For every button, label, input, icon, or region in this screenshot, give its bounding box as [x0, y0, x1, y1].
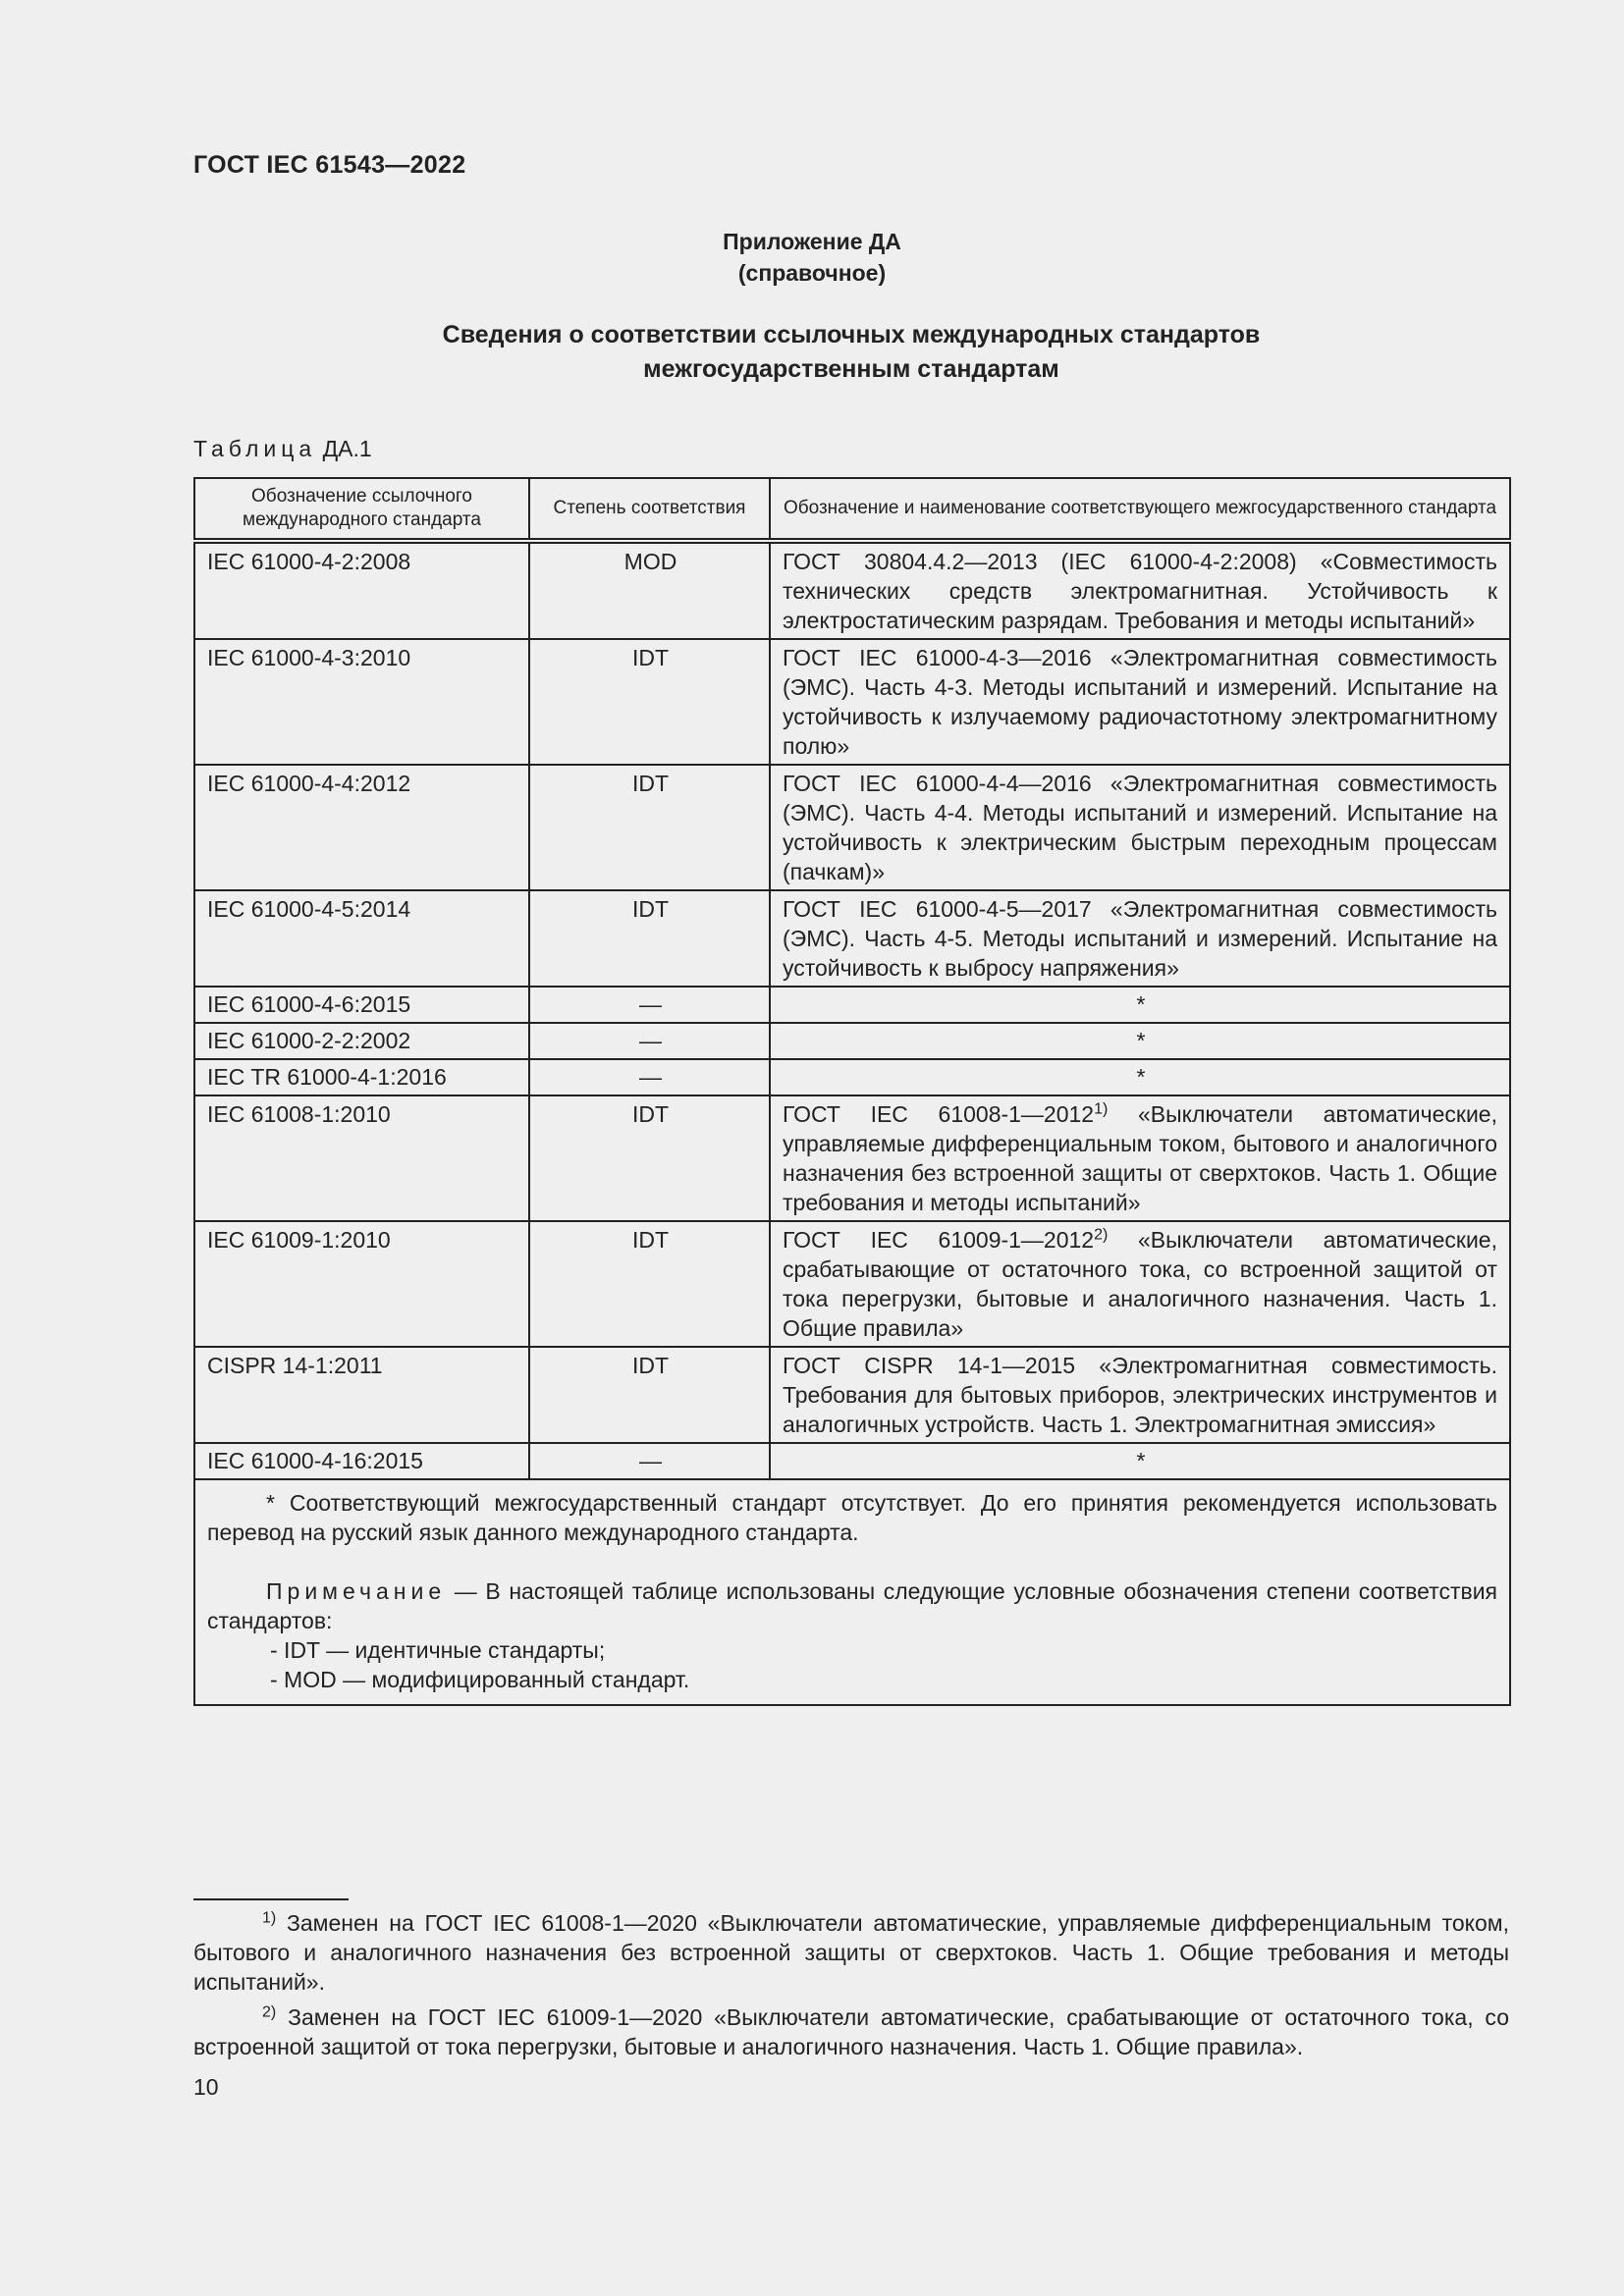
table-row	[194, 1443, 1510, 1479]
footnote-rule	[193, 1898, 349, 1900]
annex-heading-line2: межгосударственным стандартам	[643, 355, 1059, 383]
degree-cell: —	[529, 987, 770, 1023]
footnote-2-text: Заменен на ГОСТ IEC 61009-1—2020 «Выключатели автоматические, срабатывающие от остаточного тока, со встроенной защитой от тока перегрузки, бытовые и аналогичного назначения. Часть 1. Общие правила».	[193, 2004, 1509, 2059]
table-row	[194, 987, 1510, 1023]
intl-standard-cell: IEC 61000-4-4:2012	[194, 765, 529, 890]
footnote-ref-1: 1)	[1094, 1100, 1109, 1118]
footnote-1	[193, 1908, 1509, 1997]
note-item-idt: - IDT — идентичные стандарты;	[270, 1637, 606, 1663]
intl-standard-cell: IEC 61000-4-2:2008	[194, 541, 529, 639]
degree-cell: —	[529, 1023, 770, 1059]
description-cell: ГОСТ IEC 61000-4-3—2016 «Электромагнитная совместимость (ЭМС). Часть 4-3. Методы испытаний и измерений. Испытание на устойчивость к излучаемому радиочастотному электромагнитному полю»	[770, 639, 1510, 765]
header-intl-standard: Обозначение ссылочного международного стандарта	[194, 478, 529, 541]
table-row	[194, 639, 1510, 765]
document-code: ГОСТ IEC 61543—2022	[193, 151, 466, 179]
footnote-ref-2: 2)	[1094, 1226, 1109, 1244]
degree-cell: IDT	[529, 1347, 770, 1443]
table-row	[194, 1059, 1510, 1095]
table-notes	[194, 1479, 1510, 1705]
table-caption-number: ДА.1	[322, 436, 372, 461]
note-label: Примечание	[266, 1578, 447, 1604]
description-cell: *	[770, 987, 1510, 1023]
description-cell: ГОСТ 30804.4.2—2013 (IEC 61000-4-2:2008) «Совместимость технических средств электромагнитная. Устойчивость к электростатическим разрядам. Требования и методы испытаний»	[770, 541, 1510, 639]
footnote-2	[193, 2002, 1509, 2061]
description-cell: ГОСТ IEC 61000-4-4—2016 «Электромагнитная совместимость (ЭМС). Часть 4-4. Методы испытаний и измерений. Испытание на устойчивость к электрическим быстрым переходным процессам (пачкам)»	[770, 765, 1510, 890]
table-row	[194, 1347, 1510, 1443]
intl-standard-cell: IEC 61000-2-2:2002	[194, 1023, 529, 1059]
intl-standard-cell: CISPR 14-1:2011	[194, 1347, 529, 1443]
footnote-2-mark: 2)	[262, 2003, 277, 2021]
description-cell	[770, 1221, 1510, 1347]
table-note	[207, 1576, 1497, 1635]
header-interstate-standard: Обозначение и наименование соответствующего межгосударственного стандарта	[770, 478, 1510, 541]
table-row	[194, 1095, 1510, 1221]
table-caption-word: Таблица	[193, 436, 317, 461]
footnote-1-text: Заменен на ГОСТ IEC 61008-1—2020 «Выключатели автоматические, управляемые дифференциальным током, бытового и аналогичного назначения без встроенной защиты от сверхтоков. Часть 1. Общие требования и методы испытаний».	[193, 1910, 1509, 1995]
table-row	[194, 1221, 1510, 1347]
degree-cell: —	[529, 1443, 770, 1479]
footnote-1-mark: 1)	[262, 1909, 277, 1927]
annex-heading-line1: Сведения о соответствии ссылочных международных стандартов	[442, 321, 1261, 348]
description-cell: ГОСТ IEC 61000-4-5—2017 «Электромагнитная совместимость (ЭМС). Часть 4-5. Методы испытаний и измерений. Испытание на устойчивость к выбросу напряжения»	[770, 890, 1510, 987]
annex-title: Приложение ДА	[723, 229, 901, 254]
table-row	[194, 765, 1510, 890]
note-item-mod: - MOD — модифицированный стандарт.	[270, 1667, 690, 1692]
star-footnote: * Соответствующий межгосударственный стандарт отсутствует. До его принятия рекомендуется использовать перевод на русский язык данного международного стандарта.	[207, 1490, 1497, 1545]
degree-cell: MOD	[529, 541, 770, 639]
intl-standard-cell: IEC 61000-4-5:2014	[194, 890, 529, 987]
degree-cell: IDT	[529, 1095, 770, 1221]
table-row	[194, 890, 1510, 987]
degree-cell: —	[529, 1059, 770, 1095]
degree-cell: IDT	[529, 1221, 770, 1347]
correspondence-table	[193, 477, 1511, 1706]
intl-standard-cell: IEC 61000-4-3:2010	[194, 639, 529, 765]
header-degree: Степень соответствия	[529, 478, 770, 541]
annex-title-block	[0, 226, 1624, 289]
degree-cell: IDT	[529, 890, 770, 987]
description-rest: «Выключатели автоматические, управляемые дифференциальным током, бытового и аналогичного назначения без встроенной защиты от сверхтоков. Часть 1. Общие требования и методы испытаний»	[783, 1101, 1497, 1215]
footnotes	[193, 1908, 1509, 2067]
note-text: — В настоящей таблице использованы следующие условные обозначения степени соответствия стандартов:	[207, 1578, 1497, 1633]
intl-standard-cell: IEC TR 61000-4-1:2016	[194, 1059, 529, 1095]
description-cell: *	[770, 1059, 1510, 1095]
description-cell: *	[770, 1443, 1510, 1479]
description-cell	[770, 1095, 1510, 1221]
annex-heading	[0, 318, 1624, 387]
description-cell: ГОСТ CISPR 14-1—2015 «Электромагнитная совместимость. Требования для бытовых приборов, электрических инструментов и аналогичных устройств. Часть 1. Электромагнитная эмиссия»	[770, 1347, 1510, 1443]
intl-standard-cell: IEC 61009-1:2010	[194, 1221, 529, 1347]
description-rest: «Выключатели автоматические, срабатывающие от остаточного тока, со встроенной защитой от тока перегрузки, бытовые и аналогичного назначения. Часть 1. Общие правила»	[783, 1227, 1497, 1341]
degree-cell: IDT	[529, 765, 770, 890]
intl-standard-cell: IEC 61000-4-16:2015	[194, 1443, 529, 1479]
table-row	[194, 1023, 1510, 1059]
page-number: 10	[193, 2074, 219, 2100]
intl-standard-cell: IEC 61000-4-6:2015	[194, 987, 529, 1023]
table-caption	[193, 436, 372, 462]
description-main: ГОСТ IEC 61009-1—2012	[783, 1227, 1095, 1253]
description-cell: *	[770, 1023, 1510, 1059]
description-main: ГОСТ IEC 61008-1—2012	[783, 1101, 1095, 1127]
table-notes-row	[194, 1479, 1510, 1705]
intl-standard-cell: IEC 61008-1:2010	[194, 1095, 529, 1221]
table-header-row	[194, 478, 1510, 541]
table-row	[194, 541, 1510, 639]
degree-cell: IDT	[529, 639, 770, 765]
annex-subtitle: (справочное)	[737, 260, 887, 286]
